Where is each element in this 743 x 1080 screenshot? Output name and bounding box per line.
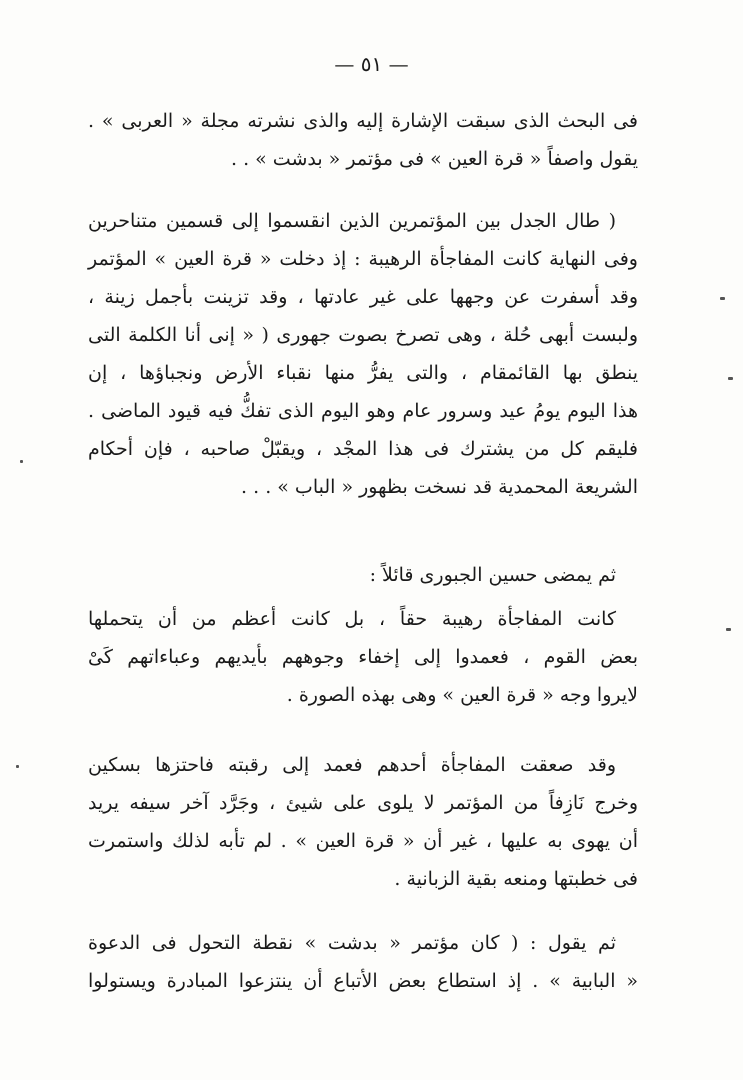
text-line: يقول واصفاً « قرة العين » فى مؤتمر « بدشت » . . <box>230 148 638 170</box>
scan-speck <box>728 377 733 380</box>
text-line: ولبست أبهى حُلة ، وهى تصرخ بصوت جهورى ( « إنى أنا الكلمة التى <box>88 324 638 346</box>
text-line: أن يهوى به عليها ، غير أن « قرة العين » . لم تأبه لذلك واستمرت <box>88 830 638 852</box>
text-line: فى البحث الذى سبقت الإشارة إليه والذى نشرته مجلة « العربى » . <box>88 110 638 132</box>
page-number: — ٥١ — <box>334 52 409 76</box>
text-line: ( طال الجدل بين المؤتمرين الذين انقسموا إلى قسمين متناحرين <box>88 210 616 232</box>
text-line: وفى النهاية كانت المفاجأة الرهيبة : إذ دخلت « قرة العين » المؤتمر <box>88 248 638 270</box>
text-line: هذا اليوم يومُ عيد وسرور عام وهو اليوم الذى تفكُّ فيه قيود الماضى . <box>88 400 638 422</box>
paragraph-1 <box>88 102 638 178</box>
scan-speck <box>20 460 23 463</box>
text-line: بعض القوم ، فعمدوا إلى إخفاء وجوههم بأيديهم وعباءاتهم كَىْ <box>88 646 638 668</box>
paragraph-2 <box>88 202 638 506</box>
text-line: كانت المفاجأة رهيبة حقاً ، بل كانت أعظم من أن يتحملها <box>88 608 616 630</box>
text-line: « البابية » . إذ استطاع بعض الأتباع أن ينتزعوا المبادرة ويستولوا <box>88 970 638 992</box>
text-line: وقد صعقت المفاجأة أحدهم فعمد إلى رقبته فاحتزها بسكين <box>88 754 616 776</box>
paragraph-5 <box>88 746 638 898</box>
paragraph-3 <box>88 556 638 594</box>
text-line: الشريعة المحمدية قد نسخت بظهور « الباب » . . . <box>241 476 638 498</box>
text-line: فى خطبتها ومنعه بقية الزبانية . <box>394 868 638 890</box>
text-line: ثم يقول : ( كان مؤتمر « بدشت » نقطة التحول فى الدعوة <box>88 932 616 954</box>
scan-speck <box>720 297 725 300</box>
text-line: وقد أسفرت عن وجهها على غير عادتها ، وقد تزينت بأجمل زينة ، <box>88 286 638 308</box>
text-line: ينطق بها القائمقام ، والتى يفرُّ منها نقباء الأرض ونجباؤها ، إن <box>88 362 638 384</box>
paragraph-4 <box>88 600 638 714</box>
text-line: ثم يمضى حسين الجبورى قائلاً : <box>369 564 616 586</box>
scan-speck <box>16 765 19 768</box>
scan-speck <box>726 628 731 631</box>
text-line: لايروا وجه « قرة العين » وهى بهذه الصورة . <box>286 684 638 706</box>
text-line: وخرج نَازِفاً من المؤتمر لا يلوى على شيئ ، وجَرَّد آخر سيفه يريد <box>88 792 638 814</box>
paragraph-6 <box>88 924 638 1000</box>
text-line: فليقم كل من يشترك فى هذا المجْد ، ويقبّلْ صاحبه ، فإن أحكام <box>88 438 638 460</box>
